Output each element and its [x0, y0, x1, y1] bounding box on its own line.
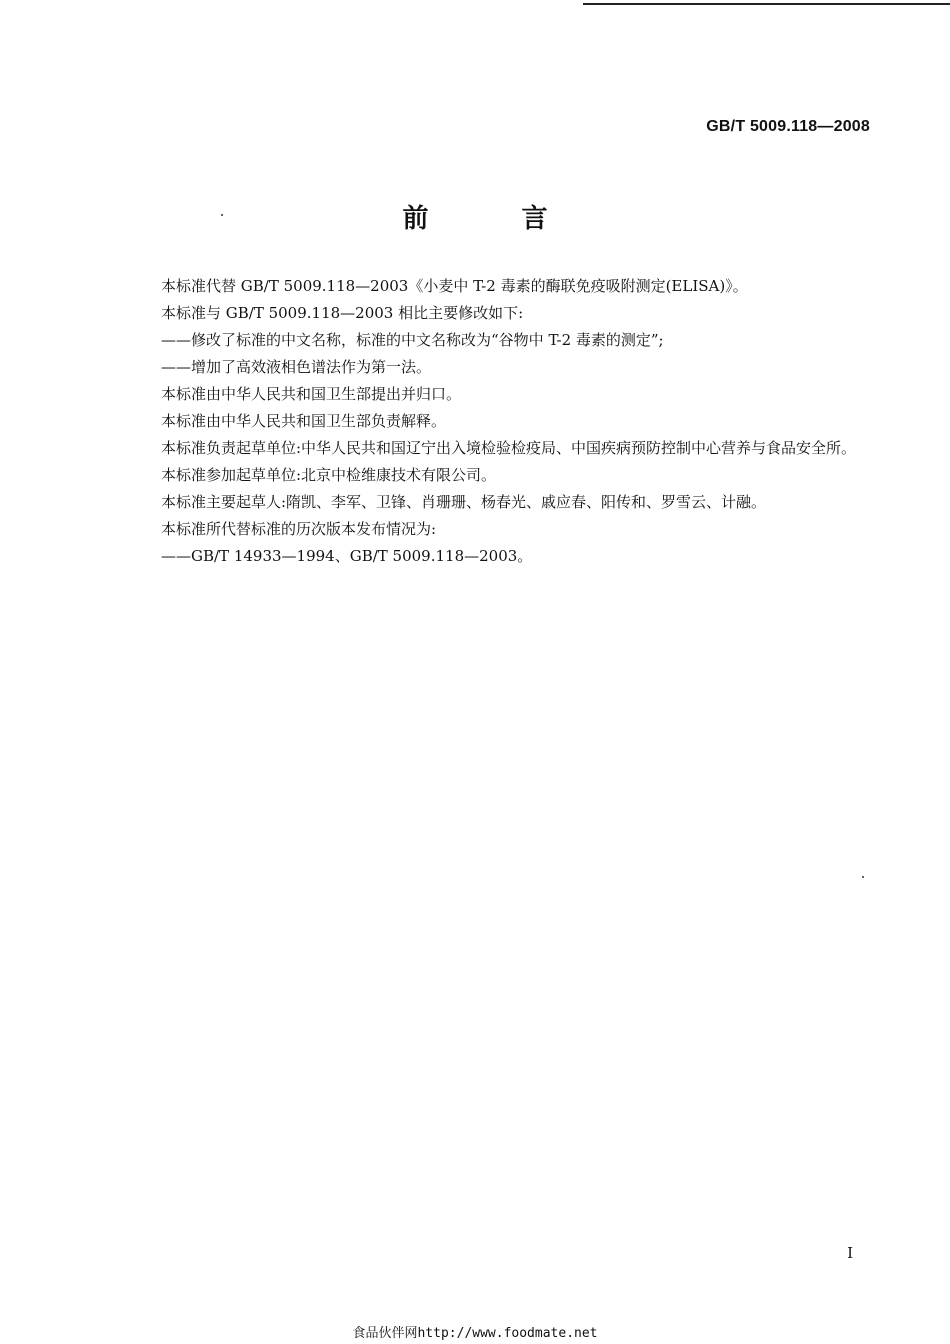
top-border-rule	[583, 3, 950, 5]
paragraph-replaces: 本标准代替 GB/T 5009.118—2003《小麦中 T-2 毒素的酶联免疫吸附测定(ELISA)》。	[161, 277, 748, 295]
paragraph-participating-units: 本标准参加起草单位:北京中检维康技术有限公司。	[161, 466, 497, 484]
scan-speck	[221, 214, 223, 216]
paragraph-changes-intro: 本标准与 GB/T 5009.118—2003 相比主要修改如下:	[161, 304, 524, 322]
foreword-body	[131, 275, 871, 572]
page-number: I	[847, 1244, 853, 1262]
paragraph-interpreted-by: 本标准由中华人民共和国卫生部负责解释。	[161, 412, 447, 430]
paragraph-change-2: ——增加了高效液相色谱法作为第一法。	[161, 358, 432, 376]
scan-speck	[862, 876, 864, 878]
paragraph-change-1: ——修改了标准的中文名称，标准的中文名称改为“谷物中 T-2 毒素的测定”;	[161, 331, 664, 349]
footer-watermark: 食品伙伴网http://www.foodmate.net	[352, 1326, 598, 1341]
paragraph-history-versions: ——GB/T 14933—1994、GB/T 5009.118—2003。	[161, 547, 533, 565]
paragraph-drafting-units: 本标准负责起草单位:中华人民共和国辽宁出入境检验检疫局、中国疾病预防控制中心营养与食品安全所。	[161, 439, 857, 457]
standard-number: GB/T 5009.118—2008	[706, 118, 870, 135]
paragraph-proposed-by: 本标准由中华人民共和国卫生部提出并归口。	[161, 385, 462, 403]
paragraph-drafters: 本标准主要起草人:隋凯、李军、卫锋、肖珊珊、杨春光、戚应春、阳传和、罗雪云、计融。	[161, 493, 767, 511]
page-title: 前 言	[402, 204, 590, 234]
paragraph-history-intro: 本标准所代替标准的历次版本发布情况为:	[161, 520, 437, 538]
